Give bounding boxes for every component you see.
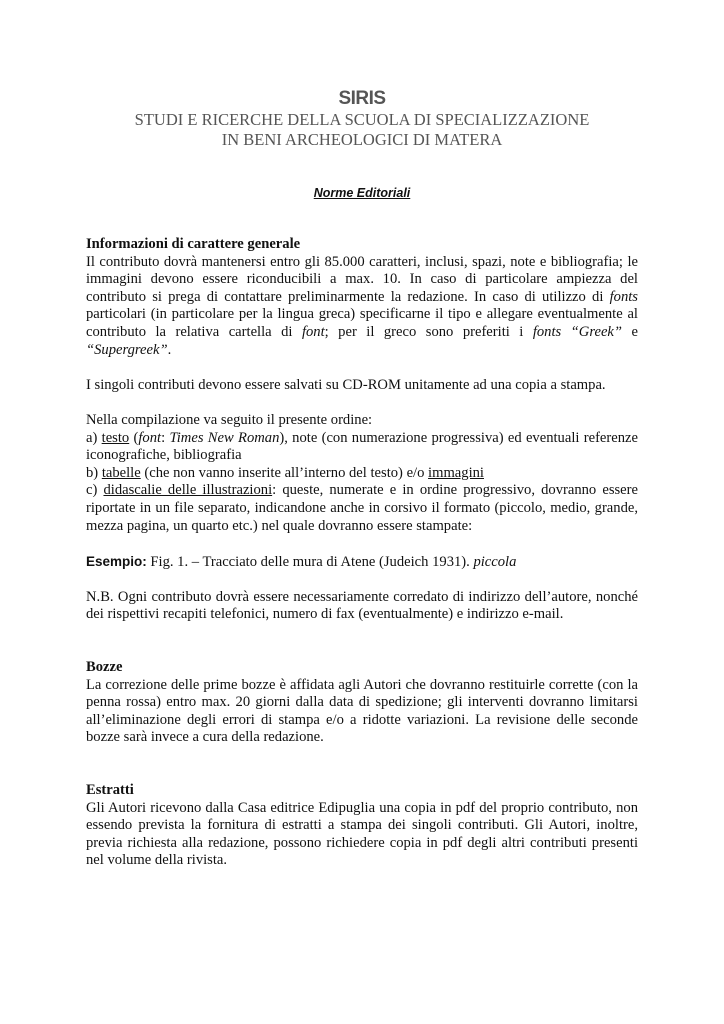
header xyxy=(0,88,724,150)
text-span: testo xyxy=(101,429,130,446)
text-span: : queste, numerate e in ordine progressivo, dovranno essere riportate in un file separato, indicandone anche in corsivo il formato (piccolo, medio, grande, mezza pagina, un quarto etc.) nel quale dovranno essere stampate: xyxy=(86,482,639,534)
text-span: ; per il greco sono preferiti i xyxy=(324,323,533,340)
journal-title: SIRIS xyxy=(338,88,386,109)
journal-subtitle-line1: STUDI E RICERCHE DELLA SCUOLA DI SPECIALIZZAZIONE xyxy=(134,110,590,129)
text-span: font xyxy=(301,323,325,340)
text-span: “Supergreek” xyxy=(86,341,168,358)
bozze-paragraph: La correzione delle prime bozze è affidata agli Autori che dovranno restituirle corrette (con la penna rossa) entro max. 20 giorni dalla data di spedizione; gli interventi dovranno limitarsi all’eliminazione degli errori di stampa e/o a ridotte variazioni. La revisione delle seconde bozze sarà invece a cura della redazione. xyxy=(86,676,638,746)
text-span: font xyxy=(138,429,162,446)
estratti-paragraph: Gli Autori ricevono dalla Casa editrice Edipuglia una copia in pdf del proprio contributo, non essendo prevista la fornitura di estratti a stampa dei singoli contributi. Gli Autori, inoltre, previa richiesta alla redazione, possono richiedere copia in pdf degli altri contributi presenti nel volume della rivista. xyxy=(86,799,638,869)
text-span: Il contributo dovrà mantenersi entro gli 85.000 caratteri, inclusi, spazi, note e bibliografia; le immagini devono essere riconducibili a max. 10. In caso di particolare ampiezza del contributo si prega di contattare preliminarmente la redazione. In caso di utilizzo di xyxy=(86,253,638,305)
text-span: didascalie delle illustrazioni xyxy=(103,482,273,499)
journal-subtitle-line2: IN BENI ARCHEOLOGICI DI MATERA xyxy=(221,130,503,149)
text-span: tabelle xyxy=(101,464,141,481)
cdrom-paragraph: I singoli contributi devono essere salvati su CD-ROM unitamente ad una copia a stampa. xyxy=(86,376,606,393)
esempio-line xyxy=(86,553,638,572)
text-span: fonts “Greek” xyxy=(532,323,623,340)
text-span: a) xyxy=(86,429,102,446)
text-span: b) xyxy=(86,464,102,481)
order-item-c xyxy=(86,482,638,535)
text-span: (che non vanno inserite all’interno del testo) e/o xyxy=(140,464,429,481)
document-body xyxy=(86,236,638,870)
text-span: c) xyxy=(86,482,104,499)
norme-editoriali-title: Norme Editoriali xyxy=(313,186,411,200)
general-paragraph xyxy=(86,254,638,360)
section-heading-bozze: Bozze xyxy=(86,659,123,676)
order-intro: Nella compilazione va seguito il presente ordine: xyxy=(86,411,373,428)
order-item-a xyxy=(86,430,638,465)
text-span: immagini xyxy=(428,464,484,481)
section-heading-general: Informazioni di carattere generale xyxy=(86,236,301,252)
text-span: Fig. 1. – Tracciato delle mura di Atene (Judeich 1931). xyxy=(146,553,474,570)
text-span: : xyxy=(161,429,170,446)
text-span: ), note (con numerazione progressiva) ed eventuali referenze iconografiche, bibliografia xyxy=(86,429,638,464)
text-span: Times New Roman xyxy=(169,429,280,446)
order-item-b xyxy=(86,465,638,483)
nb-paragraph: N.B. Ogni contributo dovrà essere necessariamente corredato di indirizzo dell’autore, nonché dei rispettivi recapiti telefonici, numero di fax (eventualmente) e indirizzo e-mail. xyxy=(86,588,638,623)
text-span: ( xyxy=(129,429,139,446)
esempio-label: Esempio: xyxy=(86,553,147,569)
section-heading-estratti: Estratti xyxy=(86,782,134,799)
text-span: . xyxy=(167,341,172,358)
text-span: e xyxy=(622,323,638,340)
text-span: particolari (in particolare per la lingua greca) specificarne il tipo e allegare eventualmente al contributo la relativa cartella di xyxy=(86,306,638,340)
text-span: piccola xyxy=(473,553,517,570)
text-span: fonts xyxy=(609,288,638,305)
